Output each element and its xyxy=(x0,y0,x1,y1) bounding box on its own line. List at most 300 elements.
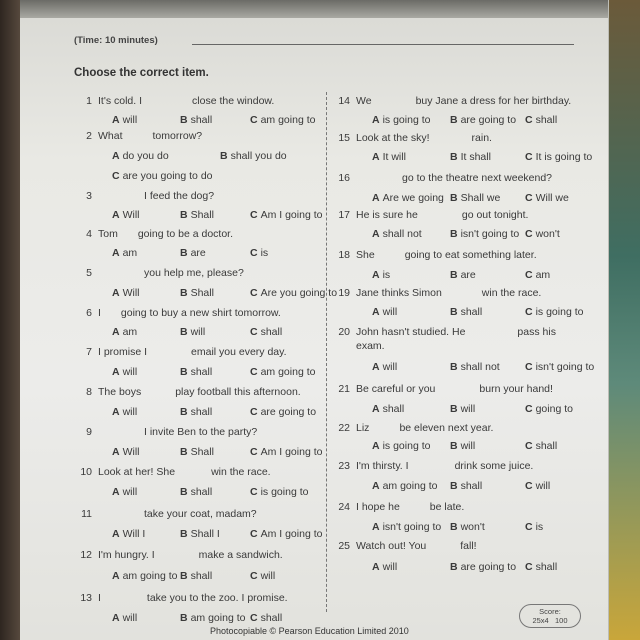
option-a[interactable] xyxy=(372,403,404,415)
option-text: Shall we xyxy=(460,192,501,204)
stem-before-blank: I'm hungry. I xyxy=(98,549,155,561)
option-text: Shall xyxy=(190,446,214,458)
option-letter: A xyxy=(112,570,120,582)
question-number: 13 xyxy=(80,592,92,604)
option-b[interactable] xyxy=(180,114,212,126)
option-text: Will we xyxy=(535,192,569,204)
stem-before-blank: Be careful or you xyxy=(356,383,436,395)
option-c[interactable] xyxy=(525,269,550,281)
option-letter: A xyxy=(372,361,380,373)
option-text: is xyxy=(260,247,269,259)
stem-after-blank: go out tonight. xyxy=(461,209,529,221)
option-text: shall not xyxy=(460,361,500,373)
option-text: shall xyxy=(535,114,558,126)
option-text: do you do xyxy=(122,150,169,162)
option-letter: B xyxy=(450,114,458,126)
option-letter: C xyxy=(525,403,533,415)
question-number: 9 xyxy=(86,426,92,438)
option-text: Am I going to xyxy=(260,209,323,221)
stem-after-blank: buy Jane a dress for her birthday. xyxy=(415,95,572,107)
option-a[interactable] xyxy=(112,570,177,582)
option-letter: C xyxy=(525,480,533,492)
question-number: 10 xyxy=(80,466,92,478)
option-a[interactable] xyxy=(112,486,137,498)
stem-before-blank: Watch out! You xyxy=(356,540,427,552)
option-text: am going to xyxy=(382,480,438,492)
question-stem xyxy=(98,592,288,604)
option-letter: A xyxy=(112,528,120,540)
option-c[interactable] xyxy=(525,440,557,452)
option-text: It is going to xyxy=(535,151,593,163)
option-letter: B xyxy=(220,150,228,162)
option-b[interactable] xyxy=(180,446,214,458)
option-c[interactable] xyxy=(250,570,275,582)
option-text: shall xyxy=(190,570,213,582)
option-c[interactable] xyxy=(250,486,308,498)
option-text: Are we going xyxy=(382,192,444,204)
option-letter: A xyxy=(372,440,380,452)
option-letter: C xyxy=(112,170,120,182)
option-letter: C xyxy=(250,406,258,418)
stem-after-blank: win the race. xyxy=(211,466,271,478)
option-a[interactable] xyxy=(372,440,430,452)
option-a[interactable] xyxy=(112,114,137,126)
option-text: am xyxy=(535,269,551,281)
stem-after-blank: be eleven next year. xyxy=(399,422,494,434)
option-text: Will I xyxy=(122,528,146,540)
question-stem xyxy=(356,460,533,472)
stem-before-blank: I xyxy=(98,307,101,319)
option-text: will xyxy=(382,561,398,573)
option-a[interactable] xyxy=(112,528,145,540)
option-a[interactable] xyxy=(112,406,137,418)
option-letter: B xyxy=(450,361,458,373)
option-c[interactable] xyxy=(250,326,282,338)
stem-after-blank: I invite Ben to the party? xyxy=(144,426,258,438)
question-number: 24 xyxy=(338,501,350,513)
option-text: are xyxy=(460,269,476,281)
option-b[interactable] xyxy=(180,209,214,221)
option-c[interactable] xyxy=(525,521,543,533)
option-b[interactable] xyxy=(450,440,475,452)
question-stem xyxy=(356,383,553,395)
option-a[interactable] xyxy=(372,269,390,281)
option-text: It shall xyxy=(460,151,491,163)
option-c[interactable] xyxy=(525,480,550,492)
stem-before-blank: The boys xyxy=(98,386,142,398)
option-b[interactable] xyxy=(180,486,212,498)
question-number: 4 xyxy=(86,228,92,240)
option-text: is going to xyxy=(382,114,431,126)
option-text: shall xyxy=(460,306,483,318)
option-letter: B xyxy=(180,570,188,582)
option-b[interactable] xyxy=(450,192,500,204)
option-text: shall not xyxy=(382,228,422,240)
page-top-shadow xyxy=(20,0,608,18)
option-letter: A xyxy=(372,480,380,492)
option-letter: B xyxy=(450,192,458,204)
option-letter: C xyxy=(250,612,258,624)
option-b[interactable] xyxy=(180,528,220,540)
question-stem xyxy=(98,426,257,438)
option-text: going to xyxy=(535,403,573,415)
option-letter: A xyxy=(372,269,380,281)
copyright-footer: Photocopiable © Pearson Education Limited 2010 xyxy=(210,626,409,636)
option-c[interactable] xyxy=(250,528,322,540)
option-text: shall xyxy=(460,480,483,492)
score-formula: 25x4 xyxy=(532,616,549,625)
option-b[interactable] xyxy=(180,406,212,418)
option-a[interactable] xyxy=(112,326,137,338)
option-text: shall xyxy=(535,561,558,573)
option-text: shall xyxy=(190,114,213,126)
question-number: 12 xyxy=(80,549,92,561)
stem-after-blank: go to the theatre next weekend? xyxy=(402,172,553,184)
stem-before-blank: Jane thinks Simon xyxy=(356,287,442,299)
question-number: 17 xyxy=(338,209,350,221)
question-number: 20 xyxy=(338,326,350,338)
option-b[interactable] xyxy=(180,612,245,624)
option-c[interactable] xyxy=(525,151,592,163)
stem-after-blank: going to be a doctor. xyxy=(137,228,233,240)
option-b[interactable] xyxy=(180,366,212,378)
option-b[interactable] xyxy=(450,361,500,373)
option-letter: A xyxy=(112,366,120,378)
question-stem xyxy=(98,228,233,240)
stem-before-blank: I'm thirsty. I xyxy=(356,460,409,472)
stem-after-blank: going to buy a new shirt tomorrow. xyxy=(120,307,281,319)
option-text: won't xyxy=(535,228,560,240)
option-text: Will xyxy=(122,287,140,299)
option-text: is going to xyxy=(260,486,309,498)
option-a[interactable] xyxy=(372,151,406,163)
option-a[interactable] xyxy=(372,561,397,573)
option-text: shall xyxy=(260,612,283,624)
option-text: will xyxy=(460,440,476,452)
option-text: will xyxy=(122,406,138,418)
question-stem xyxy=(98,346,287,358)
option-c[interactable] xyxy=(525,403,573,415)
option-letter: A xyxy=(372,228,380,240)
option-c[interactable] xyxy=(250,446,322,458)
option-text: are xyxy=(190,247,206,259)
option-letter: B xyxy=(450,306,458,318)
option-letter: C xyxy=(250,209,258,221)
stem-after-blank: fall! xyxy=(460,540,477,552)
option-letter: C xyxy=(250,366,258,378)
option-text: isn't going to xyxy=(535,361,595,373)
question-number: 8 xyxy=(86,386,92,398)
option-letter: B xyxy=(450,269,458,281)
question-stem xyxy=(98,307,281,319)
option-letter: C xyxy=(525,561,533,573)
stem-before-blank: Tom xyxy=(98,228,118,240)
question-stem xyxy=(98,508,257,520)
option-letter: C xyxy=(525,361,533,373)
option-text: shall xyxy=(190,486,213,498)
time-label: (Time: 10 minutes) xyxy=(74,35,158,46)
option-c[interactable] xyxy=(250,612,282,624)
question-number: 18 xyxy=(338,249,350,261)
question-stem xyxy=(98,130,202,142)
option-letter: A xyxy=(372,561,380,573)
option-letter: A xyxy=(112,612,120,624)
question-number: 6 xyxy=(86,307,92,319)
option-a[interactable] xyxy=(112,209,140,221)
option-a[interactable] xyxy=(372,228,422,240)
stem-after-blank: take you to the zoo. I promise. xyxy=(146,592,288,604)
option-letter: C xyxy=(525,440,533,452)
question-stem xyxy=(98,466,271,478)
stem-before-blank: He is sure he xyxy=(356,209,418,221)
option-b[interactable] xyxy=(180,570,212,582)
stem-after-blank: play football this afternoon. xyxy=(175,386,301,398)
question-number: 5 xyxy=(86,267,92,279)
stem-before-blank: Liz xyxy=(356,422,370,434)
option-text: am going to xyxy=(260,114,316,126)
score-total: 100 xyxy=(555,616,568,625)
stem-after-blank: tomorrow? xyxy=(152,130,203,142)
option-letter: A xyxy=(372,403,380,415)
option-letter: C xyxy=(525,269,533,281)
stem-before-blank: I promise I xyxy=(98,346,148,358)
option-text: is xyxy=(382,269,391,281)
stem-after-blank: rain. xyxy=(471,132,492,144)
question-stem xyxy=(356,540,477,552)
option-b[interactable] xyxy=(450,561,516,573)
question-stem xyxy=(98,190,214,202)
option-c[interactable] xyxy=(250,287,337,299)
option-text: shall you do xyxy=(230,150,287,162)
instruction-heading: Choose the correct item. xyxy=(74,67,209,79)
option-text: am xyxy=(122,326,138,338)
stem-after-blank: be late. xyxy=(429,501,465,513)
question-stem xyxy=(356,501,464,513)
option-a[interactable] xyxy=(112,446,140,458)
question-stem xyxy=(98,95,274,107)
option-letter: A xyxy=(372,151,380,163)
option-letter: A xyxy=(372,114,380,126)
option-c[interactable] xyxy=(250,247,268,259)
stem-after-blank: close the window. xyxy=(192,95,275,107)
option-a[interactable] xyxy=(372,361,397,373)
option-letter: B xyxy=(450,403,458,415)
option-b[interactable] xyxy=(180,287,214,299)
option-text: shall xyxy=(260,326,283,338)
option-letter: B xyxy=(450,440,458,452)
desk-left-background xyxy=(0,0,22,640)
option-text: Will xyxy=(122,446,140,458)
stem-after-blank: you help me, please? xyxy=(144,267,244,279)
option-letter: B xyxy=(180,209,188,221)
option-letter: B xyxy=(450,480,458,492)
question-stem xyxy=(356,249,537,261)
stem-before-blank: John hasn't studied. He xyxy=(356,326,466,338)
option-b[interactable] xyxy=(220,150,287,162)
option-letter: A xyxy=(112,150,120,162)
option-letter: C xyxy=(250,326,258,338)
option-text: are going to xyxy=(460,561,517,573)
option-text: won't xyxy=(460,521,485,533)
option-text: Shall I xyxy=(190,528,220,540)
option-text: is xyxy=(535,521,544,533)
option-b[interactable] xyxy=(450,269,476,281)
option-a[interactable] xyxy=(112,247,137,259)
option-a[interactable] xyxy=(372,521,441,533)
option-letter: A xyxy=(112,406,120,418)
option-a[interactable] xyxy=(112,287,140,299)
stem-before-blank: We xyxy=(356,95,372,107)
option-text: am going to xyxy=(190,612,246,624)
option-letter: A xyxy=(112,209,120,221)
question-stem-continued: exam. xyxy=(356,340,385,352)
option-b[interactable] xyxy=(180,326,205,338)
option-letter: C xyxy=(250,287,258,299)
option-letter: A xyxy=(112,326,120,338)
stem-before-blank: I hope he xyxy=(356,501,400,513)
option-letter: A xyxy=(372,521,380,533)
option-letter: A xyxy=(112,287,120,299)
stem-before-blank: Look at her! She xyxy=(98,466,176,478)
option-text: isn't going to xyxy=(460,228,520,240)
question-stem xyxy=(98,386,301,398)
stem-after-blank: email you every day. xyxy=(191,346,287,358)
score-box xyxy=(519,604,581,628)
option-text: will xyxy=(382,306,398,318)
question-number: 14 xyxy=(338,95,350,107)
option-b[interactable] xyxy=(450,151,491,163)
stem-after-blank: make a sandwich. xyxy=(198,549,283,561)
option-text: shall xyxy=(190,366,213,378)
option-b[interactable] xyxy=(450,480,482,492)
option-c[interactable] xyxy=(250,209,322,221)
stem-after-blank: going to eat something later. xyxy=(404,249,537,261)
option-letter: A xyxy=(372,306,380,318)
option-c[interactable] xyxy=(525,114,557,126)
option-c[interactable] xyxy=(250,406,316,418)
option-c[interactable] xyxy=(525,306,583,318)
option-text: will xyxy=(190,326,206,338)
option-letter: C xyxy=(525,228,533,240)
option-letter: C xyxy=(250,247,258,259)
option-b[interactable] xyxy=(450,403,475,415)
option-c[interactable] xyxy=(525,192,569,204)
option-letter: B xyxy=(180,528,188,540)
option-letter: C xyxy=(525,306,533,318)
stem-after-blank: win the race. xyxy=(481,287,542,299)
option-letter: C xyxy=(250,114,258,126)
option-c[interactable] xyxy=(525,361,594,373)
option-text: will xyxy=(260,570,276,582)
option-letter: A xyxy=(112,247,120,259)
option-text: will xyxy=(122,366,138,378)
option-letter: B xyxy=(180,287,188,299)
option-text: are you going to do xyxy=(122,170,213,182)
option-text: am xyxy=(122,247,138,259)
option-b[interactable] xyxy=(180,247,206,259)
option-letter: B xyxy=(180,612,188,624)
option-letter: B xyxy=(180,406,188,418)
option-letter: C xyxy=(250,446,258,458)
question-number: 21 xyxy=(338,383,350,395)
option-text: will xyxy=(122,486,138,498)
option-letter: B xyxy=(180,326,188,338)
stem-after-blank: I feed the dog? xyxy=(144,190,215,202)
option-letter: C xyxy=(250,570,258,582)
option-a[interactable] xyxy=(372,480,437,492)
option-a[interactable] xyxy=(112,150,169,162)
question-number: 23 xyxy=(338,460,350,472)
option-text: will xyxy=(535,480,551,492)
option-text: is going to xyxy=(382,440,431,452)
stem-after-blank: pass his xyxy=(517,326,556,338)
question-stem xyxy=(356,132,492,144)
option-text: Are you going to xyxy=(260,287,338,299)
option-c[interactable] xyxy=(250,366,315,378)
option-letter: C xyxy=(525,114,533,126)
option-letter: B xyxy=(450,521,458,533)
option-text: am going to xyxy=(122,570,178,582)
option-text: are going to xyxy=(260,406,317,418)
option-c[interactable] xyxy=(112,170,213,182)
question-stem xyxy=(356,422,493,434)
option-text: It will xyxy=(382,151,406,163)
option-letter: B xyxy=(180,486,188,498)
option-text: will xyxy=(460,403,476,415)
option-b[interactable] xyxy=(450,114,516,126)
option-letter: B xyxy=(450,228,458,240)
option-text: shall xyxy=(190,406,213,418)
option-b[interactable] xyxy=(450,228,519,240)
worksheet-page xyxy=(20,0,609,640)
option-letter: C xyxy=(525,151,533,163)
option-letter: A xyxy=(112,114,120,126)
option-text: is going to xyxy=(535,306,584,318)
option-a[interactable] xyxy=(112,612,137,624)
column-divider xyxy=(326,92,327,612)
stem-before-blank: She xyxy=(356,249,375,261)
option-a[interactable] xyxy=(372,114,430,126)
option-c[interactable] xyxy=(250,114,315,126)
option-a[interactable] xyxy=(372,306,397,318)
option-a[interactable] xyxy=(372,192,444,204)
option-text: isn't going to xyxy=(382,521,442,533)
question-number: 25 xyxy=(338,540,350,552)
option-letter: B xyxy=(450,561,458,573)
option-text: shall xyxy=(535,440,558,452)
question-number: 16 xyxy=(338,172,350,184)
question-number: 19 xyxy=(338,287,350,299)
option-a[interactable] xyxy=(112,366,137,378)
option-c[interactable] xyxy=(525,228,560,240)
option-text: am going to xyxy=(260,366,316,378)
option-b[interactable] xyxy=(450,306,482,318)
question-stem xyxy=(356,209,528,221)
option-letter: B xyxy=(180,366,188,378)
option-b[interactable] xyxy=(450,521,485,533)
option-text: will xyxy=(122,612,138,624)
question-number: 11 xyxy=(81,508,92,520)
option-c[interactable] xyxy=(525,561,557,573)
stem-after-blank: burn your hand! xyxy=(479,383,553,395)
question-number: 1 xyxy=(86,95,92,107)
option-letter: C xyxy=(525,521,533,533)
option-letter: B xyxy=(180,247,188,259)
question-stem xyxy=(98,549,283,561)
option-letter: B xyxy=(450,151,458,163)
question-number: 3 xyxy=(86,190,92,202)
option-letter: B xyxy=(180,446,188,458)
